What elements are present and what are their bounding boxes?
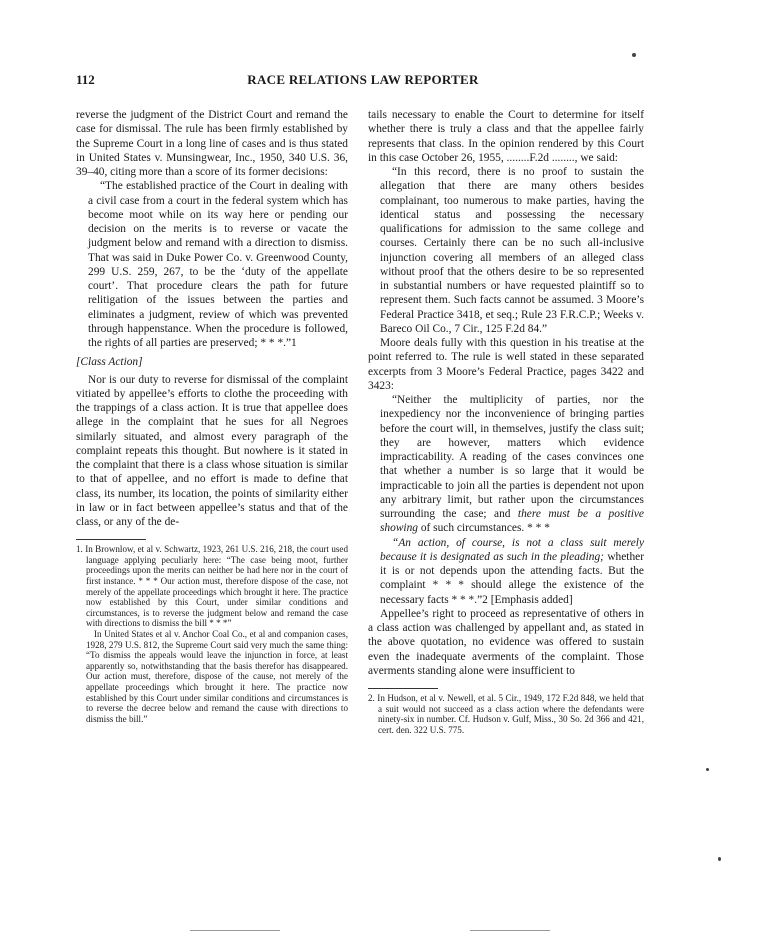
paragraph: Nor is our duty to reverse for dismissal of the complaint vitiated by appellee’s efforts to clothe the proceeding with the trappings of a class action. It is true that appellee does allege in the complaint that he sues for all Negroes similarly situated, and almost every paragraph of the complaint repeats this thought. But nowhere is it stated in the complaint that there is a class whose situation is similar to that of appellee, and no effort is made to define that class, its number, its location, the points of similarity either in law or in fact between appellee’s status and that of the class, or any of the de- [76,373,348,528]
footnote-paragraph: 2. In Hudson, et al v. Newell, et al. 5 Cir., 1949, 172 F.2d 848, we held that a suit would not succeed as a class action where the defendants were ninety-six in number. Cf. Hudson v. Gulf, Miss., 30 So. 2d 366 and 421, cert. den. 322 U.S. 775. [368,693,644,735]
block-quote [380,393,644,536]
block-quote: “In this record, there is no proof to sustain the allegation that there are many others besides complainant, too numerous to make parties, having the identical status and possessing the necessary qualifications for admission to the same college and courses. Certainly there can be no such all-inclusive injunction covering all members of an alleged class without proof that the others desire to be so represented in substantial numbers or have requested plaintiff so to represent them. Such facts cannot be assumed. 3 Moore’s Federal Practice 3418, et seq.; Rule 23 F.R.C.P.; Weeks v. Bareco Oil Co., 7 Cir., 125 F.2d 84.” [380,166,644,335]
scan-edge-line [190,930,280,931]
footnote-rule [76,539,146,540]
footnote-1 [76,544,348,724]
quote-text: whether it is or not depends upon the attending facts. But the complaint * * * should allege the existence of the necessary facts * * *.”2 [Emphasis added] [380,550,644,606]
scan-speck [706,768,709,771]
page-header [76,72,650,90]
footnote-2 [368,693,644,735]
paragraph: Moore deals fully with this question in his treatise at the point referred to. The rule is well stated in these separated excerpts from 3 Moore’s Federal Practice, pages 3422 and 3423: [368,337,644,392]
footnote-paragraph: In United States et al v. Anchor Coal Co., et al and companion cases, 1928, 279 U.S. 812, the Supreme Court said very much the same thing: “To dismiss the appeals would leave the injunction in force, at least apparently so, notwithstanding that the basis therefor has disappeared. Our action must, therefore, dispose of the cause, not merely of the appellate proceedings which brought it here. The practice now established by this Court under similar conditions and circumstances is to reverse the decree below and remand the cause with directions to dismiss the bill.” [86,629,348,724]
block-quote [380,536,644,607]
scan-edge-line [470,930,550,931]
left-column [76,108,348,724]
quote-text: “Neither the multiplicity of parties, nor the inexpediency nor the inconvenience of bringing parties before the court will, in themselves, justify the class suit; they are however, matters which evidence impracticability. A reading of the cases convinces one that whether a number is so large that it would be impracticable to join all the parties is dependent not upon any arbitrary limit, but rather upon the circumstances surrounding the case; and [380,394,644,520]
emphasized-text: there must be a positive showing [380,508,644,535]
scan-speck [718,857,721,861]
emphasized-text: “An action, of course, is not a class suit merely because it is designated as such in the pleading; [380,536,644,563]
right-column [368,108,644,735]
block-quote: “The established practice of the Court in dealing with a civil case from a court in the federal system which has become moot while on its way here or pending our decision on the merits is to reverse or vacate the judgment below and remand with a direction to dismiss. That was said in Duke Power Co. v. Greenwood County, 299 U.S. 259, 267, to be the ‘duty of the appellate court’. That procedure clears the path for future relitigation of the issues between the parties and eliminates a judgment, review of which was prevented through happenstance. When the procedure is followed, the rights of all parties are preserved; * * *.”1 [88,180,348,349]
page-number: 112 [76,72,95,87]
scan-speck [632,53,636,57]
quote-text: of such circumstances. * * * [420,522,550,535]
section-heading: [Class Action] [76,356,143,369]
paragraph: tails necessary to enable the Court to determine for itself whether there is truly a class and that the appellee fairly represents that class. In the opinion rendered by this Court in this case October 26, 1955, ........F.2d ........, we said: [368,109,644,164]
footnote-paragraph: 1. In Brownlow, et al v. Schwartz, 1923, 261 U.S. 216, 218, the court used language applying peculiarly here: “The case being moot, further proceedings upon the merits can neither be had here nor in the court of first instance. * * * Our action must, therefore dispose of the case, not merely of the appellate proceedings which brought it here. The practice now established by this Court, under similar conditions and circumstances, is to reverse the judgment below and remand the case with directions to dismiss the bill * * *” [76,544,348,629]
paragraph: reverse the judgment of the District Court and remand the case for dismissal. The rule has been firmly established by the Supreme Court in a long line of cases and is thus stated in United States v. Munsingwear, Inc., 1950, 340 U.S. 36, 39–40, citing more than a score of its former decisions: [76,109,348,178]
paragraph: Appellee’s right to proceed as representative of others in a class action was challenged by appellant and, as stated in the above quotation, no evidence was offered to sustain even the inadequate averments of the complaint. Those averments standing alone were insufficient to [368,607,644,677]
footnote-rule [368,688,438,689]
running-head: RACE RELATIONS LAW REPORTER [247,72,479,87]
